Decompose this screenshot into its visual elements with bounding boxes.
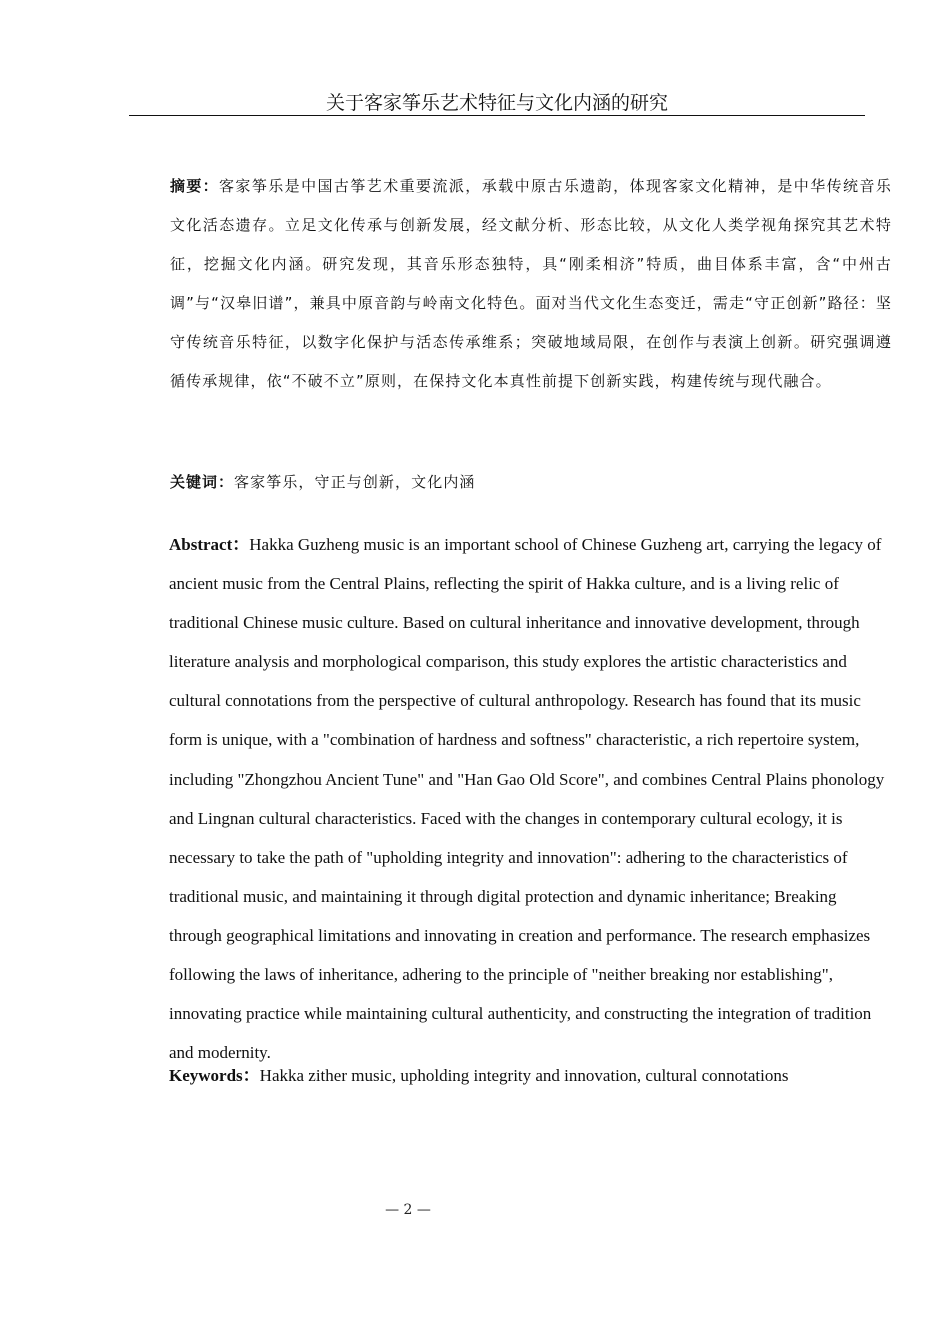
english-keywords-label: Keywords： — [169, 1066, 260, 1085]
chinese-keywords-label: 关键词： — [170, 473, 235, 491]
english-abstract-text: Hakka Guzheng music is an important school of Chinese Guzheng art, carrying the legacy of ancient music from the Central Plains, reflecting the spirit of Hakka culture, and is a living relic of traditional Chinese music culture. Based on cultural inheritance and innovative development, through literature analysis and morphological comparison, this study explores the artistic characteristics and cultural connotations from the perspective of cultural anthropology. Research has found that its music form is unique, with a "combination of hardness and softness" characteristic, a rich repertoire system, including "Zhongzhou Ancient Tune" and "Han Gao Old Score", and combines Central Plains phonology and Lingnan cultural characteristics. Faced with the changes in contemporary cultural ecology, it is necessary to take the path of "upholding integrity and innovation": adhering to the characteristics of traditional music, and maintaining it through digital protection and dynamic inheritance; Breaking through geographical limitations and innovating in creation and performance. The research emphasizes following the laws of inheritance, adhering to the principle of "neither breaking nor establishing", innovating practice while maintaining cultural authenticity, and constructing the integration of tradition and modernity. — [169, 535, 885, 1063]
chinese-keywords-text: 客家筝乐，守正与创新，文化内涵 — [234, 473, 476, 491]
english-abstract-label: Abstract： — [169, 535, 250, 554]
english-keywords — [136, 1056, 893, 1095]
english-abstract — [136, 525, 893, 1072]
page-number: — 2 — — [385, 1202, 431, 1218]
running-header-title: 关于客家筝乐艺术特征与文化内涵的研究 — [325, 92, 668, 114]
english-keywords-text: Hakka zither music, upholding integrity and innovation, cultural connotations — [259, 1066, 789, 1085]
header-divider — [129, 115, 865, 116]
chinese-abstract-label: 摘要： — [170, 177, 219, 195]
chinese-abstract-text: 客家筝乐是中国古筝艺术重要流派，承载中原古乐遗韵，体现客家文化精神，是中华传统音乐文化活态遗存。立足文化传承与创新发展，经文献分析、形态比较，从文化人类学视角探究其艺术特征，挖掘文化内涵。研究发现，其音乐形态独特，具“刚柔相济”特质，曲目体系丰富，含“中州古调”与“汉皋旧谱”，兼具中原音韵与岭南文化特色。面对当代文化生态变迁，需走“守正创新”路径：坚守传统音乐特征，以数字化保护与活态传承维系；突破地域局限，在创作与表演上创新。研究强调遵循传承规律，依“不破不立”原则，在保持文化本真性前提下创新实践，构建传统与现代融合。 — [170, 177, 892, 390]
chinese-abstract — [137, 167, 892, 401]
chinese-keywords — [137, 463, 892, 502]
